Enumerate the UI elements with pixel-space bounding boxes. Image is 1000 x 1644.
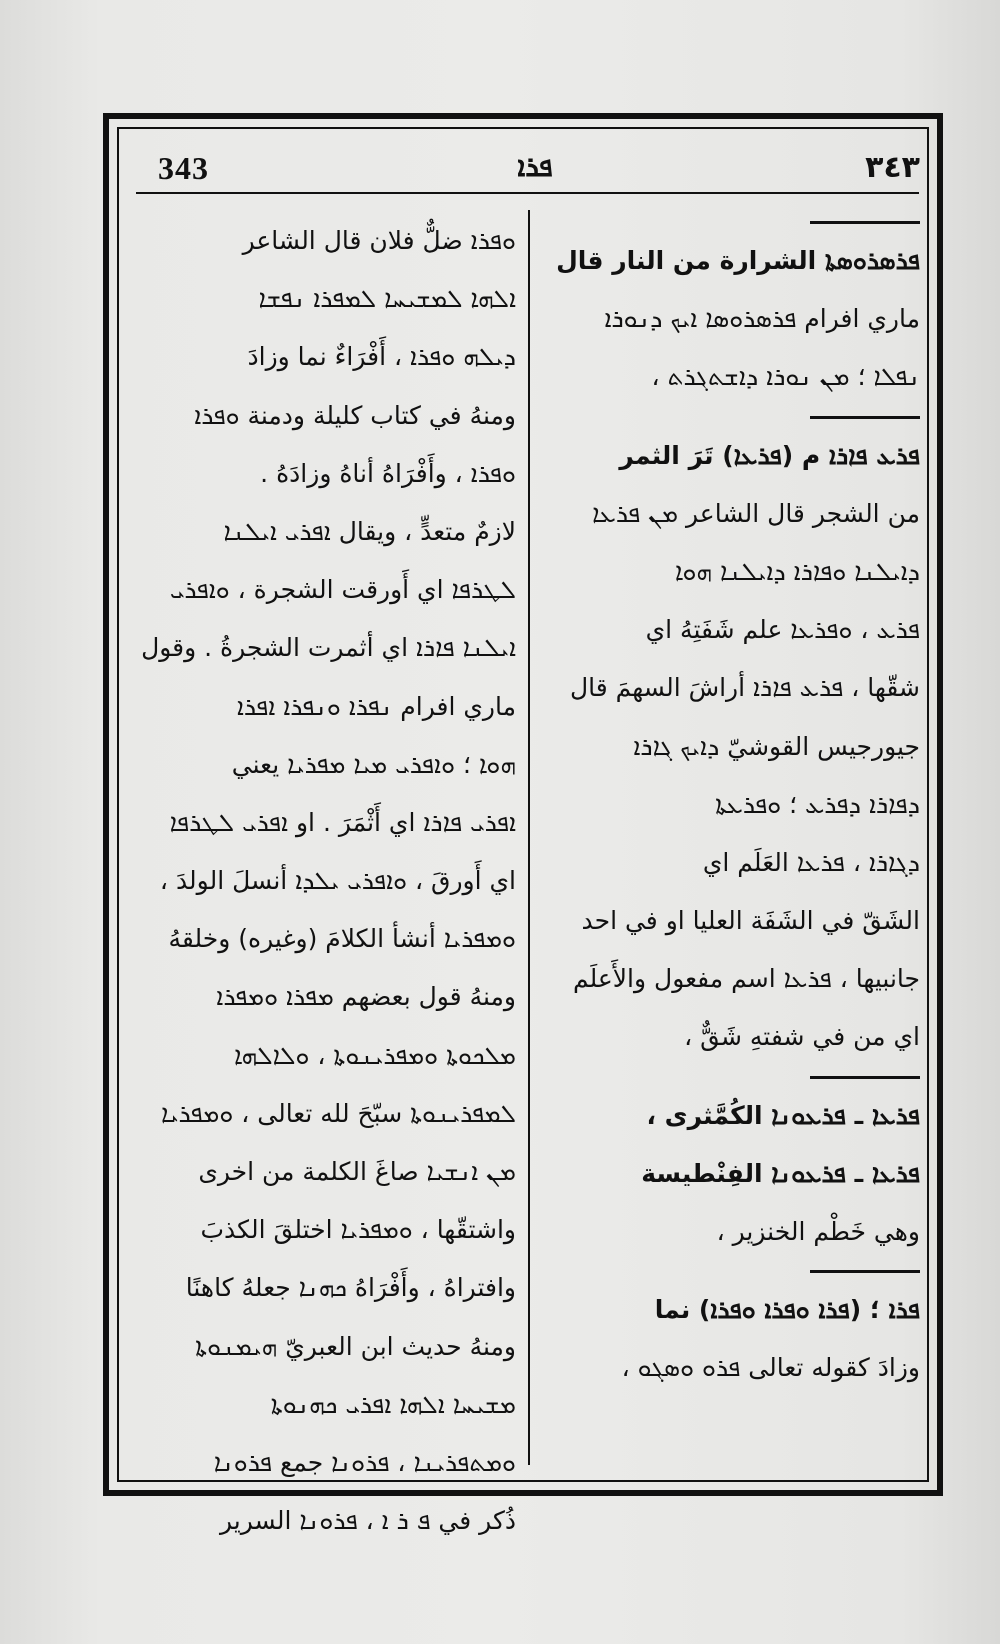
text-line: ܐܠܗܐ ܠܡܫܝܚܐ ܠܡܦܪܐ ܢܦܫܐ bbox=[258, 284, 516, 314]
text-line: ܘܦܪܐ ضلٌّ فلان قال الشاعر bbox=[242, 226, 516, 255]
text-line: ܡܠܟܘܬܐ ܘܡܦܪܝܢܘܬܐ ، ܘܠܐܠܗܐ bbox=[234, 1040, 516, 1070]
text-line: وزادَ كقوله تعالى ܦܪܘ ܘܣܓܘ ، bbox=[621, 1353, 920, 1383]
entry-separator-rule bbox=[540, 1067, 920, 1087]
text-line: ܡܢ ܐܢܫܝܐ صاغَ الكلمة من اخرى bbox=[198, 1157, 516, 1186]
right-column bbox=[540, 212, 920, 1398]
column-divider bbox=[528, 210, 530, 1465]
entry-separator-rule bbox=[540, 1261, 920, 1281]
entry-separator-rule bbox=[540, 212, 920, 232]
text-line: ومنهُ قول بعضهم ܡܦܪܐ ܘܡܦܪܐ bbox=[216, 982, 516, 1012]
entry-headword-line: ܦܪܐ ؛ (ܦܪܐ ܘܦܪܐ ܘܦܪܐ) نما bbox=[654, 1295, 920, 1325]
text-line: ܠܛܪܦܐ اي أَورقت الشجرة ، ܘܐܦܪܝ bbox=[169, 575, 516, 605]
text-line: شقّها ، ܦܪܥ ܦܐܪܐ أراشَ السهمَ قال bbox=[569, 673, 920, 703]
text-line: اي من في شفتهِ شَقٌّ ، bbox=[684, 1022, 920, 1052]
text-line: لازمٌ متعدٍّ ، ويقال ܐܦܪܝ ܐܝܠܢܐ bbox=[223, 516, 516, 546]
text-line: ܡܫܝܚܐ ܐܠܗܐ ܐܦܪܝ ܟܗܢܘܬܐ bbox=[270, 1389, 516, 1419]
text-line: ܘܦܪܐ ، وأَفْرَاهُ أناهُ وزادَهُ . bbox=[260, 458, 516, 488]
entry-headword-line: ܦܪܥ ܦܐܪܐ م (ܦܪܥܐ) تَرَ الثمر bbox=[619, 440, 920, 470]
text-line: اي أَورقَ ، ܘܐܦܪܝ ܝܠܕܐ أنسلَ الولدَ ، bbox=[159, 866, 516, 896]
entry-headword-line: ܦܪܥܐ ـ ܦܪܥܘܢܐ الكُمَّثرى ، bbox=[646, 1100, 920, 1130]
header-rule bbox=[136, 192, 919, 194]
page-header bbox=[140, 150, 920, 190]
text-line: وافتراهُ ، وأَفْرَاهُ ܟܗܢܐ جعلهُ كاهنًا bbox=[185, 1273, 516, 1303]
text-line: ذُكر في ܦ ܪ ܐ ، ܦܪܘܢܐ السرير bbox=[220, 1506, 516, 1536]
text-line: ܘܡܦܪܝܐ أنشأ الكلامَ (وغيره) وخلقهُ bbox=[168, 924, 516, 954]
text-line: ܕܝܠܗ ܘܦܪܐ ، أَفْرَاءٌ نما وزادَ bbox=[247, 342, 516, 372]
text-line: ومنهُ في كتاب كليلة ودمنة ܘܦܪܐ bbox=[194, 400, 516, 430]
page-number-arabic: ٣٤٣ bbox=[865, 150, 920, 185]
text-line: الشَقّ في الشَفَة العليا او في احد bbox=[581, 906, 920, 936]
text-line: ܕܦܐܪܐ ܕܦܪܥ ؛ ܘܦܪܥܬܐ bbox=[715, 789, 920, 819]
text-line: ماري افرام ܢܦܪܐ ܘܢܦܪܐ ܐܦܪܐ bbox=[236, 691, 516, 721]
entry-headword-line: ܦܪܥܐ ـ ܦܪܥܘܢܐ الفِنْطيسة bbox=[641, 1158, 920, 1188]
text-line: ومنهُ حديث ابن العبريّ ܗܝܡܢܘܬܐ bbox=[195, 1331, 516, 1361]
running-head: ܦܪܐ bbox=[517, 150, 553, 183]
page-number-latin: 343 bbox=[158, 150, 209, 186]
text-line: ܕܓܐܪܐ ، ܦܪܥܐ العَلَم اي bbox=[702, 847, 920, 877]
text-line: ماري افرام ܦܪܣܪܘܣܐ ܐܝܟ ܕܢܘܪܐ bbox=[604, 304, 920, 334]
text-line: ܠܡܦܪܝܢܘܬܐ سبّحَ لله تعالى ، ܘܡܦܪܝܐ bbox=[161, 1098, 516, 1128]
text-line: ܐܝܠܢܐ ܦܐܪܐ اي أثمرت الشجرةُ . وقول bbox=[141, 633, 516, 663]
text-line: ܢܦܠܐ ؛ ܡܢ ܢܘܪܐ ܕܐܫܬܓܪܬ ، bbox=[651, 362, 920, 392]
text-line: ܐܦܪܝ ܦܐܪܐ اي أَثْمَرَ . او ܐܦܪܝ ܠܛܪܦܐ bbox=[169, 807, 516, 837]
text-line: ܕܐܝܠܢܐ ܘܦܐܪܐ ܕܐܝܠܢܐ ܗܘܐ bbox=[674, 556, 920, 586]
text-line: جانبيها ، ܦܪܥܐ اسم مفعول والأَعلَم bbox=[572, 964, 920, 994]
text-line: ܦܪܥ ، ܘܦܪܥܐ علم شَفَتِهُ اي bbox=[645, 615, 920, 645]
text-line: واشتقّها ، ܘܡܦܪܝܐ اختلقَ الكذبَ bbox=[200, 1215, 516, 1245]
text-line: وهي خَطْم الخنزير ، bbox=[716, 1217, 920, 1246]
text-line: ܘܡܬܦܪܝܢܐ ، ܦܪܘܢܐ جمع ܦܪܘܢܐ bbox=[213, 1447, 516, 1477]
text-line: جيورجيس القوشيّ ܕܐܝܟ ܓܐܪܐ bbox=[633, 731, 920, 761]
left-column bbox=[136, 212, 516, 1550]
entry-headword-line: ܦܪܣܪܘܣܬܐ الشرارة من النار قال bbox=[556, 246, 920, 275]
entry-separator-rule bbox=[540, 407, 920, 427]
text-line: ܗܘܐ ؛ ܘܐܦܪܝ ܡܝܐ ܡܦܪܝܐ يعني bbox=[231, 749, 516, 779]
text-line: من الشجر قال الشاعر ܡܢ ܦܪܥܐ bbox=[592, 498, 920, 528]
